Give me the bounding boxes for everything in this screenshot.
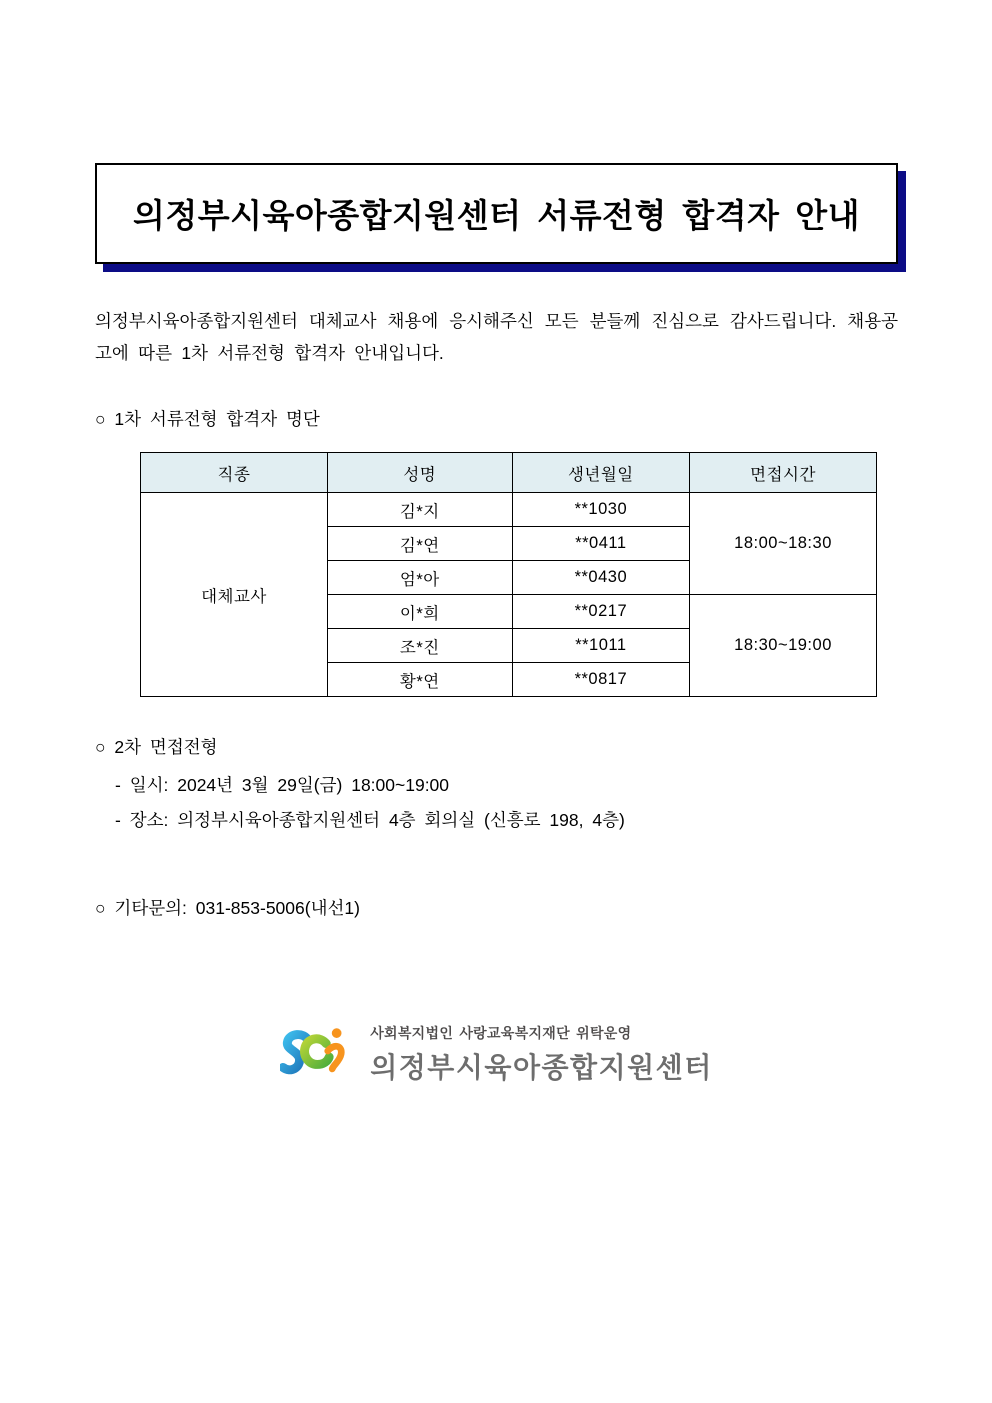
section2-heading: ○ 2차 면접전형 [95, 737, 218, 757]
name-cell: 황*연 [327, 663, 512, 697]
logo-block [95, 1021, 898, 1087]
job-cell: 대체교사 [141, 493, 328, 697]
birth-cell: **1011 [512, 629, 689, 663]
table-row [141, 493, 877, 527]
birth-cell: **0817 [512, 663, 689, 697]
title-banner [95, 163, 898, 264]
birth-cell: **0430 [512, 561, 689, 595]
pass-table [140, 452, 877, 697]
logo-tagline: 사회복지법인 사랑교육복지재단 위탁운영 [370, 1024, 632, 1041]
logo-name: 의정부시육아종합지원센터 [370, 1051, 713, 1083]
pass-table-wrap [140, 452, 877, 697]
birth-cell: **0411 [512, 527, 689, 561]
name-cell: 이*희 [327, 595, 512, 629]
page-title: 의정부시육아종합지원센터 서류전형 합격자 안내 [133, 197, 860, 234]
intro-paragraph: 의정부시육아종합지원센터 대체교사 채용에 응시해주신 모든 분들께 진심으로 감사드립니다. 채용공고에 따른 1차 서류전형 합격자 안내입니다. [95, 311, 898, 363]
interview-datetime-line: - 일시: 2024년 3월 29일(금) 18:00~19:00 [115, 775, 450, 795]
interview-location-line: - 장소: 의정부시육아종합지원센터 4층 회의실 (신흥로 198, 4층) [115, 810, 625, 830]
interview-time-cell: 18:00~18:30 [690, 493, 877, 595]
birth-cell: **0217 [512, 595, 689, 629]
header-interview-time: 면접시간 [690, 453, 877, 493]
name-cell: 엄*아 [327, 561, 512, 595]
logo-texts [370, 1023, 713, 1086]
birth-cell: **1030 [512, 493, 689, 527]
header-name: 성명 [327, 453, 512, 493]
center-logo-icon [280, 1021, 362, 1087]
contact-line: ○ 기타문의: 031-853-5006(내선1) [95, 898, 360, 918]
name-cell: 조*진 [327, 629, 512, 663]
name-cell: 김*연 [327, 527, 512, 561]
table-header-row [141, 453, 877, 493]
section2-items [95, 768, 898, 838]
interview-time-cell: 18:30~19:00 [690, 595, 877, 697]
section1-heading: ○ 1차 서류전형 합격자 명단 [95, 409, 320, 429]
name-cell: 김*지 [327, 493, 512, 527]
header-birthdate: 생년월일 [512, 453, 689, 493]
header-job: 직종 [141, 453, 328, 493]
logo-inner [280, 1021, 713, 1087]
